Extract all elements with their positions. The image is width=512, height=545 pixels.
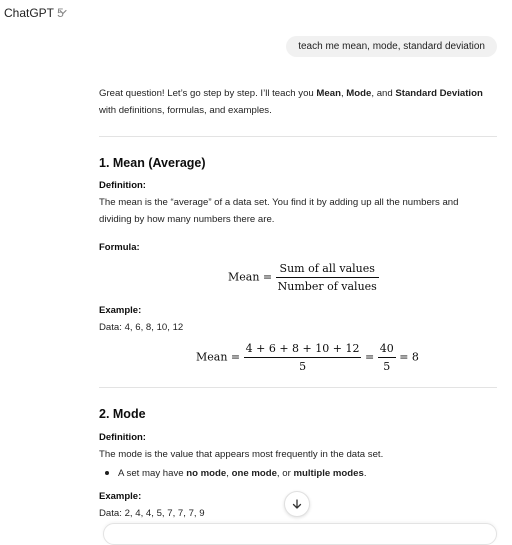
- example-equals: =: [364, 350, 375, 364]
- mean-example-label: Example:: [99, 305, 142, 316]
- mean-definition-line1: The mean is the “average” of a data set. You find it by adding up all the numbers and: [99, 197, 459, 208]
- bullet-no-mode: no mode: [186, 468, 227, 479]
- example-fraction: [244, 342, 362, 373]
- example-denominator: 5: [299, 360, 307, 373]
- intro-paragraph: [99, 85, 483, 119]
- mean-formula-label: Formula:: [99, 242, 140, 253]
- mode-definition-label: Definition:: [99, 432, 146, 443]
- mode-example-data: Data: 2, 4, 4, 5, 7, 7, 7, 9: [99, 508, 205, 519]
- mean-example-data: Data: 4, 6, 8, 10, 12: [99, 322, 184, 333]
- example-equals: =: [230, 350, 241, 364]
- mean-example-formula: [196, 342, 419, 373]
- example-denominator2: 5: [383, 360, 391, 373]
- intro-mode: Mode: [346, 88, 372, 99]
- mean-heading: 1. Mean (Average): [99, 156, 206, 170]
- divider: [99, 387, 497, 388]
- mode-definition: The mode is the value that appears most frequently in the data set.: [99, 449, 384, 460]
- example-numerator2: 40: [378, 342, 396, 358]
- example-lhs: Mean: [196, 350, 228, 364]
- top-bar: [0, 0, 512, 26]
- intro-mean: Mean: [316, 88, 341, 99]
- bullet-dot: [105, 471, 109, 475]
- scroll-to-bottom-button[interactable]: [284, 491, 310, 517]
- intro-text: Great question! Let’s go step by step. I’ll teach you: [99, 88, 317, 99]
- formula-numerator: Sum of all values: [276, 262, 379, 278]
- mean-definition: [99, 194, 458, 228]
- user-message-bubble: teach me mean, mode, standard deviation: [286, 36, 497, 57]
- intro-line2: with definitions, formulas, and examples.: [99, 105, 272, 116]
- formula-denominator: Number of values: [277, 280, 377, 293]
- formula-fraction: [276, 262, 379, 293]
- mean-definition-line2: dividing by how many numbers there are.: [99, 214, 275, 225]
- chevron-down-icon[interactable]: [58, 7, 68, 17]
- mode-bullet: [99, 465, 366, 482]
- bullet-text: A set may have: [118, 468, 187, 479]
- example-fraction2: [378, 342, 396, 373]
- message-composer[interactable]: [103, 523, 497, 545]
- intro-sep: , and: [371, 88, 396, 99]
- formula-equals: =: [262, 270, 273, 284]
- bullet-multiple-modes: multiple modes: [293, 468, 364, 479]
- formula-lhs: Mean: [228, 270, 260, 284]
- example-result: = 8: [399, 350, 419, 364]
- mode-heading: 2. Mode: [99, 407, 146, 421]
- example-numerator: 4 + 6 + 8 + 10 + 12: [244, 342, 362, 358]
- mean-formula: [228, 262, 379, 293]
- model-version: 5: [57, 6, 64, 20]
- intro-std: Standard Deviation: [395, 88, 483, 99]
- bullet-suffix: .: [363, 468, 367, 479]
- intro-sep: ,: [340, 88, 347, 99]
- mean-definition-label: Definition:: [99, 180, 146, 191]
- model-name: ChatGPT: [4, 6, 54, 20]
- bullet-one-mode: one mode: [231, 468, 277, 479]
- divider: [99, 136, 497, 137]
- model-selector[interactable]: [4, 6, 64, 20]
- bullet-sep: , or: [276, 468, 294, 479]
- bullet-sep: ,: [226, 468, 232, 479]
- mode-example-label: Example:: [99, 491, 142, 502]
- arrow-down-icon: [291, 498, 303, 510]
